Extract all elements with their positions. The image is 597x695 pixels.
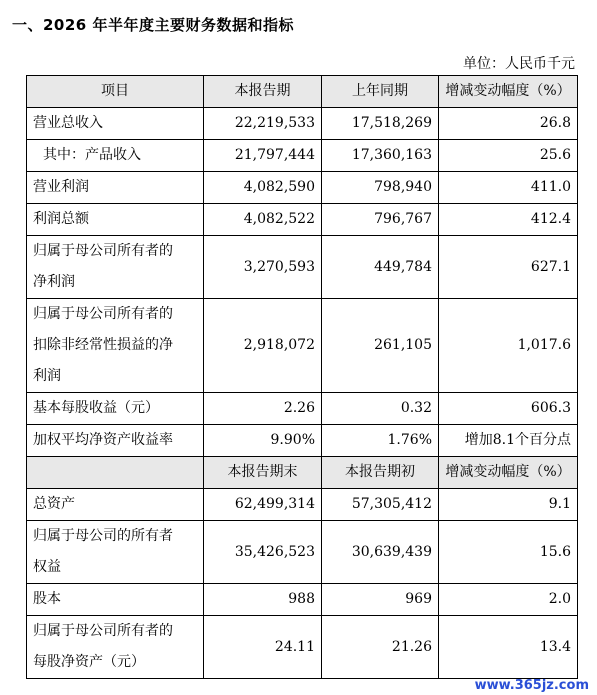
header-cell: 上年同期 [322, 76, 439, 108]
table-header-row [27, 76, 578, 108]
value-cell: 9.90% [204, 425, 322, 457]
value-cell: 57,305,412 [322, 489, 439, 521]
value-cell: 21.26 [322, 616, 439, 679]
value-cell: 3,270,593 [204, 236, 322, 299]
row-label-line: 归属于母公司所有者的 [33, 243, 173, 259]
header-cell: 本报告期 [204, 76, 322, 108]
value-cell: 627.1 [439, 236, 578, 299]
financial-table [26, 75, 578, 679]
table-row [27, 236, 578, 299]
row-label [27, 425, 204, 457]
row-label [27, 616, 204, 679]
row-label [27, 584, 204, 616]
table-row [27, 204, 578, 236]
value-cell: 1.76% [322, 425, 439, 457]
value-cell: 796,767 [322, 204, 439, 236]
row-label-line: 归属于母公司所有者的 [33, 306, 173, 322]
value-cell: 606.3 [439, 393, 578, 425]
value-cell: 增加8.1个百分点 [439, 425, 578, 457]
value-cell: 2.26 [204, 393, 322, 425]
row-label-line: 扣除非经常性损益的净 [33, 337, 173, 353]
value-cell: 449,784 [322, 236, 439, 299]
watermark: www.365jz.com [474, 678, 589, 693]
row-label [27, 140, 204, 172]
header-cell: 项目 [27, 76, 204, 108]
row-label-line: 每股净资产（元） [33, 654, 145, 670]
row-label [27, 521, 204, 584]
row-label-line: 权益 [33, 559, 61, 575]
table-row [27, 584, 578, 616]
row-label [27, 299, 204, 393]
row-label-line: 营业总收入 [33, 115, 103, 131]
row-label [27, 172, 204, 204]
row-label-line: 利润总额 [33, 211, 89, 227]
value-cell: 2.0 [439, 584, 578, 616]
value-cell: 17,518,269 [322, 108, 439, 140]
header-cell: 本报告期初 [322, 457, 439, 489]
row-label-line: 加权平均净资产收益率 [33, 432, 173, 448]
value-cell: 969 [322, 584, 439, 616]
header-cell: 增减变动幅度（%） [439, 457, 578, 489]
row-label-line: 股本 [33, 591, 61, 607]
row-label-line: 其中：产品收入 [43, 147, 141, 163]
row-label-line: 基本每股收益（元） [33, 400, 159, 416]
value-cell: 30,639,439 [322, 521, 439, 584]
row-label [27, 489, 204, 521]
value-cell: 35,426,523 [204, 521, 322, 584]
value-cell: 26.8 [439, 108, 578, 140]
value-cell: 988 [204, 584, 322, 616]
value-cell: 412.4 [439, 204, 578, 236]
header-cell [27, 457, 204, 489]
table-row [27, 425, 578, 457]
value-cell: 25.6 [439, 140, 578, 172]
row-label [27, 393, 204, 425]
table-row [27, 521, 578, 584]
value-cell: 4,082,590 [204, 172, 322, 204]
value-cell: 15.6 [439, 521, 578, 584]
table-row [27, 489, 578, 521]
value-cell: 13.4 [439, 616, 578, 679]
row-label-line: 归属于母公司的所有者 [33, 528, 173, 544]
header-cell: 增减变动幅度（%） [439, 76, 578, 108]
header-cell: 本报告期末 [204, 457, 322, 489]
value-cell: 9.1 [439, 489, 578, 521]
table-row [27, 299, 578, 393]
table-row [27, 393, 578, 425]
value-cell: 2,918,072 [204, 299, 322, 393]
row-label-line: 总资产 [33, 496, 75, 512]
table-row [27, 108, 578, 140]
value-cell: 411.0 [439, 172, 578, 204]
value-cell: 21,797,444 [204, 140, 322, 172]
value-cell: 22,219,533 [204, 108, 322, 140]
unit-note: 单位：人民币千元 [463, 56, 575, 72]
value-cell: 261,105 [322, 299, 439, 393]
row-label-line: 利润 [33, 368, 61, 384]
value-cell: 4,082,522 [204, 204, 322, 236]
value-cell: 62,499,314 [204, 489, 322, 521]
row-label-line: 净利润 [33, 274, 75, 290]
value-cell: 798,940 [322, 172, 439, 204]
value-cell: 0.32 [322, 393, 439, 425]
value-cell: 17,360,163 [322, 140, 439, 172]
table-header-row [27, 457, 578, 489]
table-row [27, 140, 578, 172]
row-label [27, 204, 204, 236]
row-label [27, 108, 204, 140]
row-label [27, 236, 204, 299]
value-cell: 24.11 [204, 616, 322, 679]
section-heading: 一、2026 年半年度主要财务数据和指标 [12, 16, 294, 34]
row-label-line: 营业利润 [33, 179, 89, 195]
value-cell: 1,017.6 [439, 299, 578, 393]
row-label-line: 归属于母公司所有者的 [33, 623, 173, 639]
table-row [27, 172, 578, 204]
table-row [27, 616, 578, 679]
